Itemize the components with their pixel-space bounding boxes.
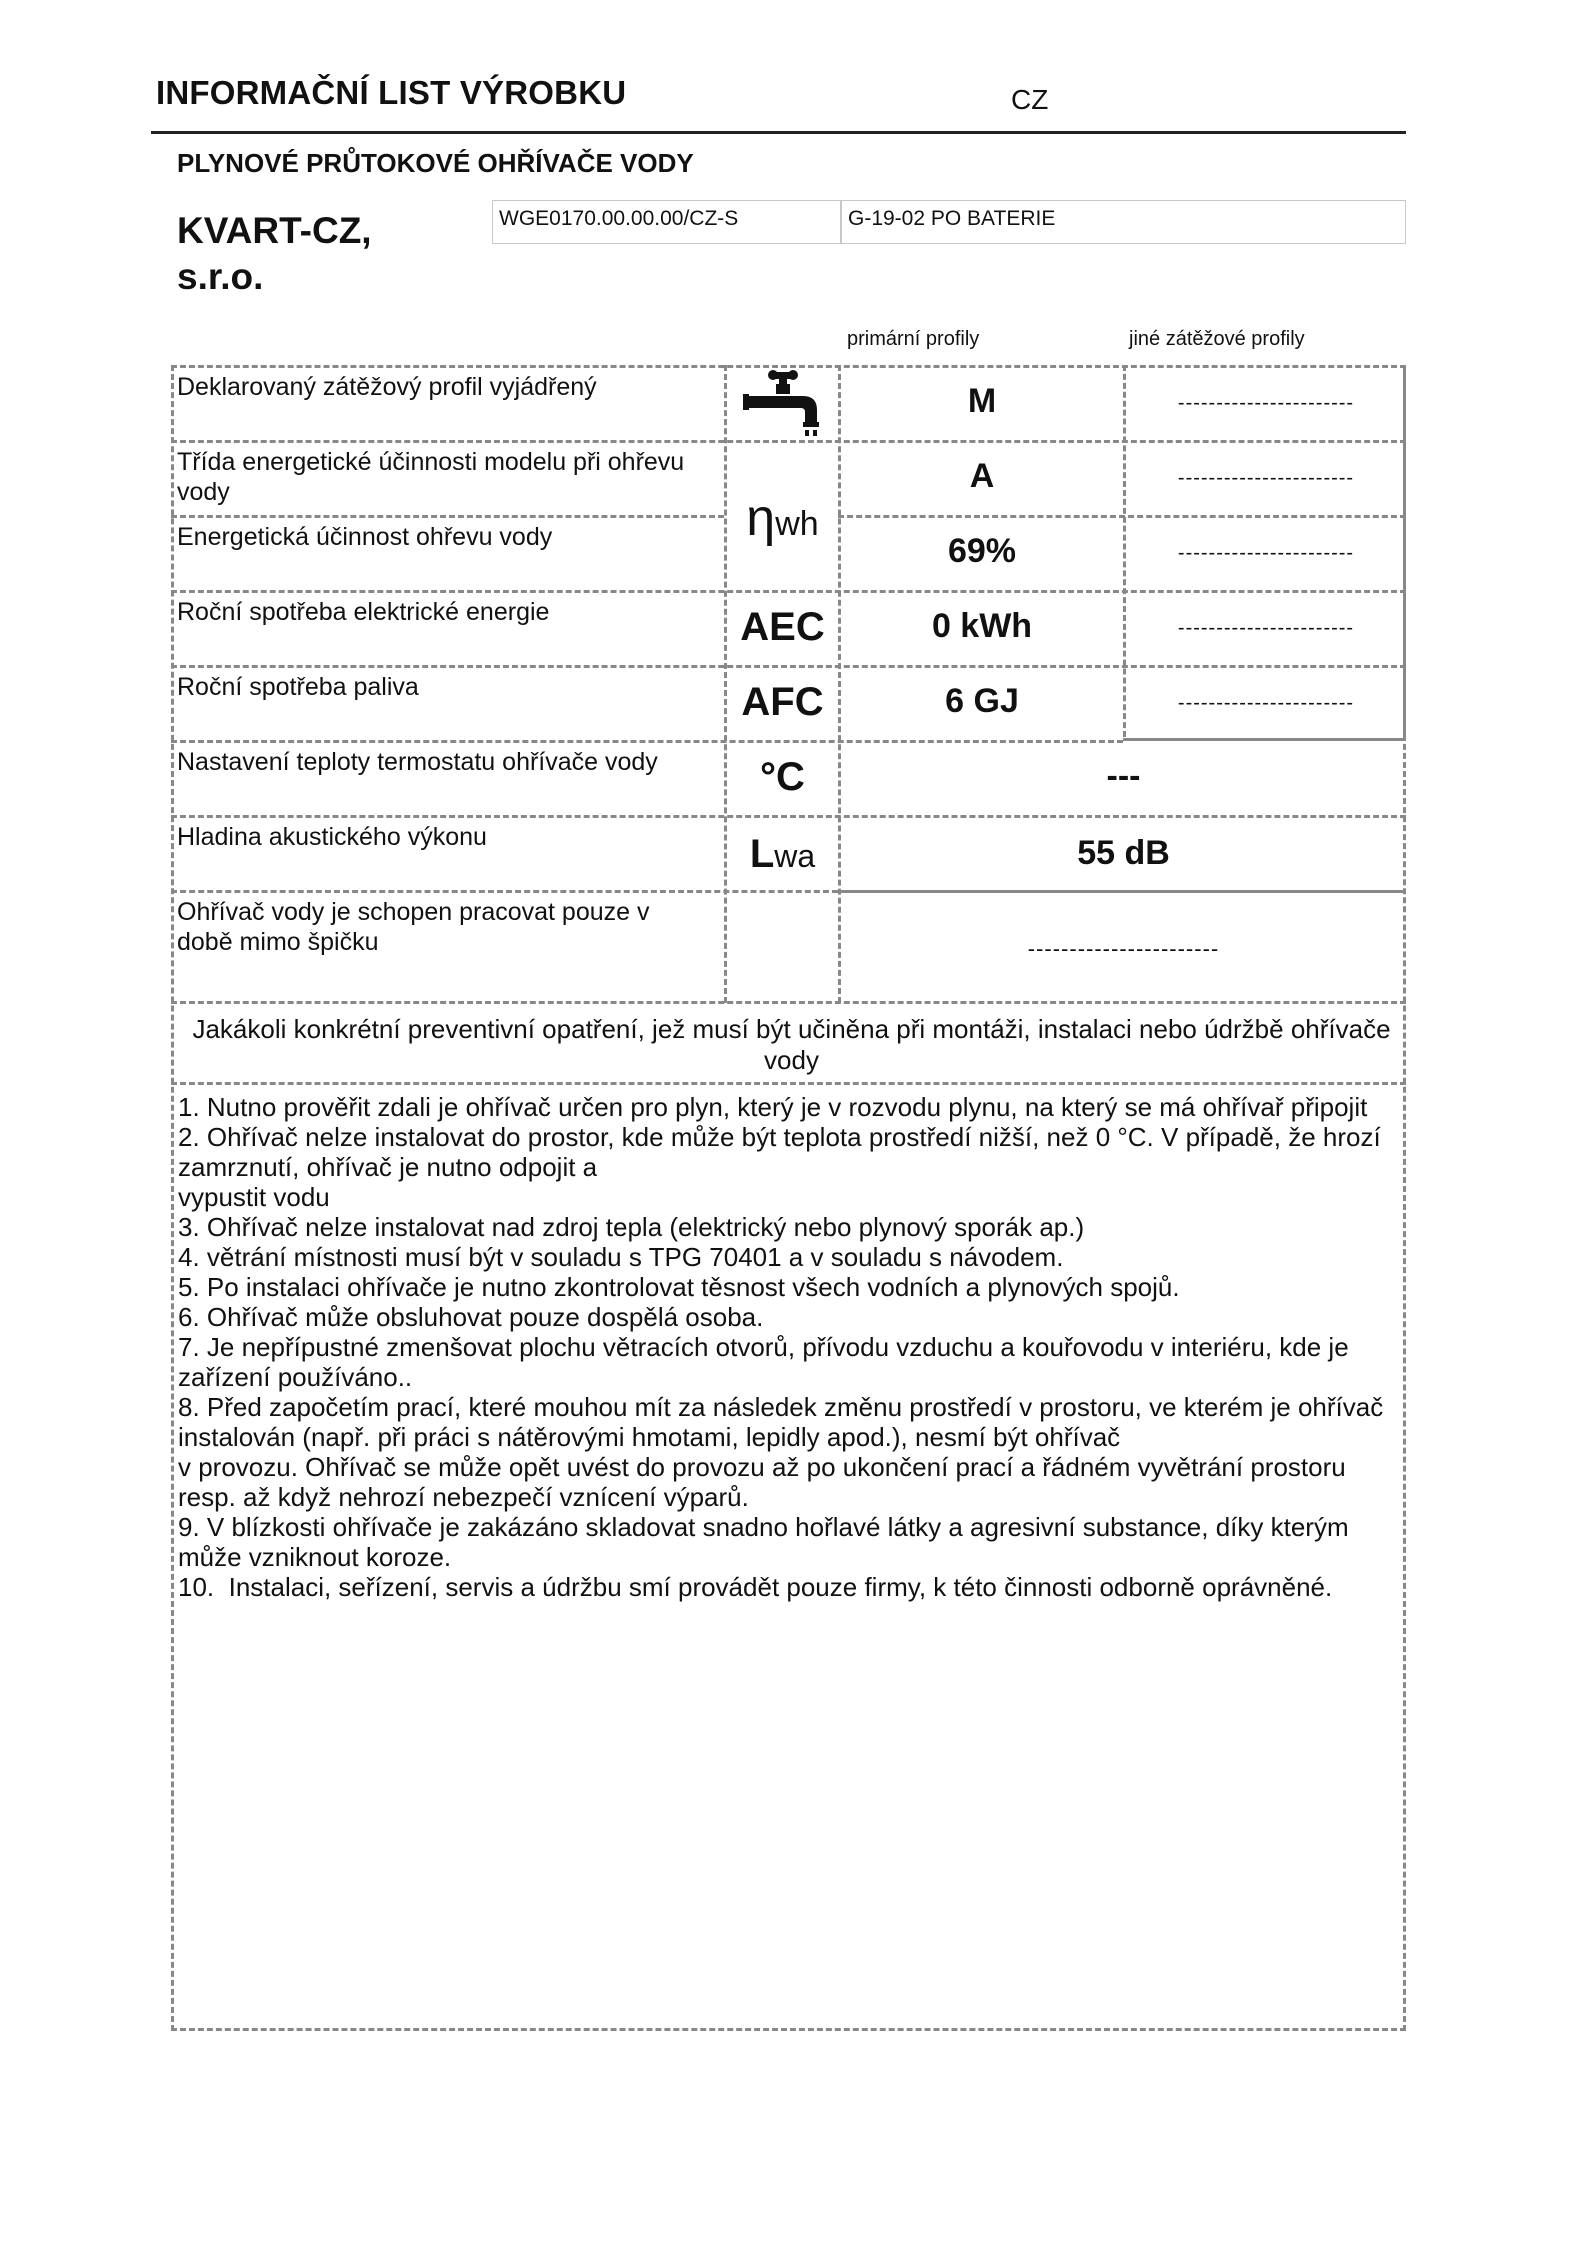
lwa-symbol [727,832,838,877]
row-divider [171,515,724,518]
lwa-symbol-main: L [749,832,775,876]
value-off-peak: ----------------------- [1027,936,1220,961]
other-value-load-profile: ----------------------- [1177,392,1355,414]
eta-wh-symbol [727,488,838,548]
company-name [177,208,372,300]
faucet-icon [727,370,838,436]
list-item: 8. Před započetím prací, které mouhou mít za následek změnu prostředí v prostoru, ve kterém je ohřívač instalován (např. při práci s nátěrovými hmotami, lepidly apod.), nesmí být ohřívač v provozu. Ohřívač se může opět uvést do provozu až po ukončení prací a řádném vyvětrání prostoru resp. až když nehrozí nebezpečí vznícení výparů. [178,1392,1384,1512]
model-code-field: WGE0170.00.00.00/CZ-S [492,200,841,244]
aec-symbol: AEC [740,605,825,649]
row-divider [171,815,1406,818]
other-value-energy-efficiency: ----------------------- [1177,542,1355,564]
row-divider [171,440,1406,443]
value-sound-power: 55 dB [1077,834,1170,872]
value-load-profile: M [967,382,997,420]
row-divider [171,1082,1406,1085]
row-label-annual-fuel: Roční spotřeba paliva [177,673,419,701]
row-divider [1123,738,1406,741]
value-annual-fuel: 6 GJ [945,682,1019,720]
other-value-annual-electricity: ----------------------- [1177,617,1355,639]
other-value-efficiency-class: ----------------------- [1177,467,1355,489]
column-header-other: jiné zátěžové profily [1129,328,1305,350]
value-thermostat: --- [1106,757,1141,795]
list-item: 4. větrání místnosti musí být v souladu s TPG 70401 a v souladu s návodem. [178,1242,1064,1272]
row-divider [171,890,838,893]
afc-symbol: AFC [741,680,824,724]
company-name-line1: KVART-CZ, [177,210,372,251]
column-header-primary: primární profily [847,328,980,350]
row-label-annual-electricity: Roční spotřeba elektrické energie [177,598,550,626]
list-item: 5. Po instalaci ohřívače je nutno zkontrolovat těsnost všech vodních a plynových spojů. [178,1272,1180,1302]
eta-symbol: η [746,489,776,547]
title-divider [151,131,1406,134]
value-annual-electricity: 0 kWh [931,607,1033,645]
row-divider [171,1001,1406,1004]
celsius-symbol: °C [760,755,805,799]
language-code: CZ [1011,84,1049,115]
list-item: 1. Nutno prověřit zdali je ohřívač určen pro plyn, který je v rozvodu plynu, na který se má ohřívař připojit [178,1092,1368,1122]
row-divider [838,515,1406,518]
other-value-annual-fuel: ----------------------- [1177,692,1355,714]
row-label-efficiency-class: Třída energetické účinnosti modelu při ohřevu vody [177,448,685,506]
row-divider [171,590,1406,593]
row-divider [171,665,1406,668]
model-name-field: G-19-02 PO BATERIE [841,200,1406,244]
row-label-off-peak: Ohřívač vody je schopen pracovat pouze v době mimo špičku [177,898,650,956]
row-label-thermostat: Nastavení teploty termostatu ohřívače vody [177,748,658,776]
list-item: 3. Ohřívač nelze instalovat nad zdroj tepla (elektrický nebo plynový sporák ap.) [178,1212,1085,1242]
precautions-heading: Jakákoli konkrétní preventivní opatření, jež musí být učiněna při montáži, instalaci nebo údržbě ohřívače vody [192,1014,1391,1075]
value-energy-efficiency: 69% [947,532,1017,570]
row-label-energy-efficiency: Energetická účinnost ohřevu vody [177,523,553,551]
row-label-sound-power: Hladina akustického výkonu [177,823,487,851]
product-category: PLYNOVÉ PRŮTOKOVÉ OHŘÍVAČE VODY [177,148,694,178]
company-name-line2: s.r.o. [177,256,264,297]
document-title: INFORMAČNÍ LIST VÝROBKU [156,74,627,111]
row-divider [171,740,1123,743]
list-item: 10. Instalaci, seřízení, servis a údržbu smí provádět pouze firmy, k této činnosti odborně oprávněné. [178,1572,1333,1602]
precautions-list [178,1092,1404,1602]
list-item: 2. Ohřívač nelze instalovat do prostor, kde může být teplota prostředí nižší, než 0 °C. V případě, že hrozí zamrznutí, ohřívač je nutno odpojit a vypustit vodu [178,1122,1381,1212]
list-item: 7. Je nepřípustné zmenšovat plochu větracích otvorů, přívodu vzduchu a kouřovodu v interiéru, kde je zařízení používáno.. [178,1332,1356,1392]
lwa-symbol-sub: wa [774,838,816,874]
list-item: 6. Ohřívač může obsluhovat pouze dospělá osoba. [178,1302,764,1332]
list-item: 9. V blízkosti ohřívače je zakázáno skladovat snadno hořlavé látky a agresivní substance, díky kterým může vzniknout koroze. [178,1512,1356,1572]
eta-subscript: wh [775,505,819,543]
value-efficiency-class: A [969,457,995,495]
row-label-load-profile: Deklarovaný zátěžový profil vyjádřený [177,373,597,401]
row-divider [838,890,1406,893]
